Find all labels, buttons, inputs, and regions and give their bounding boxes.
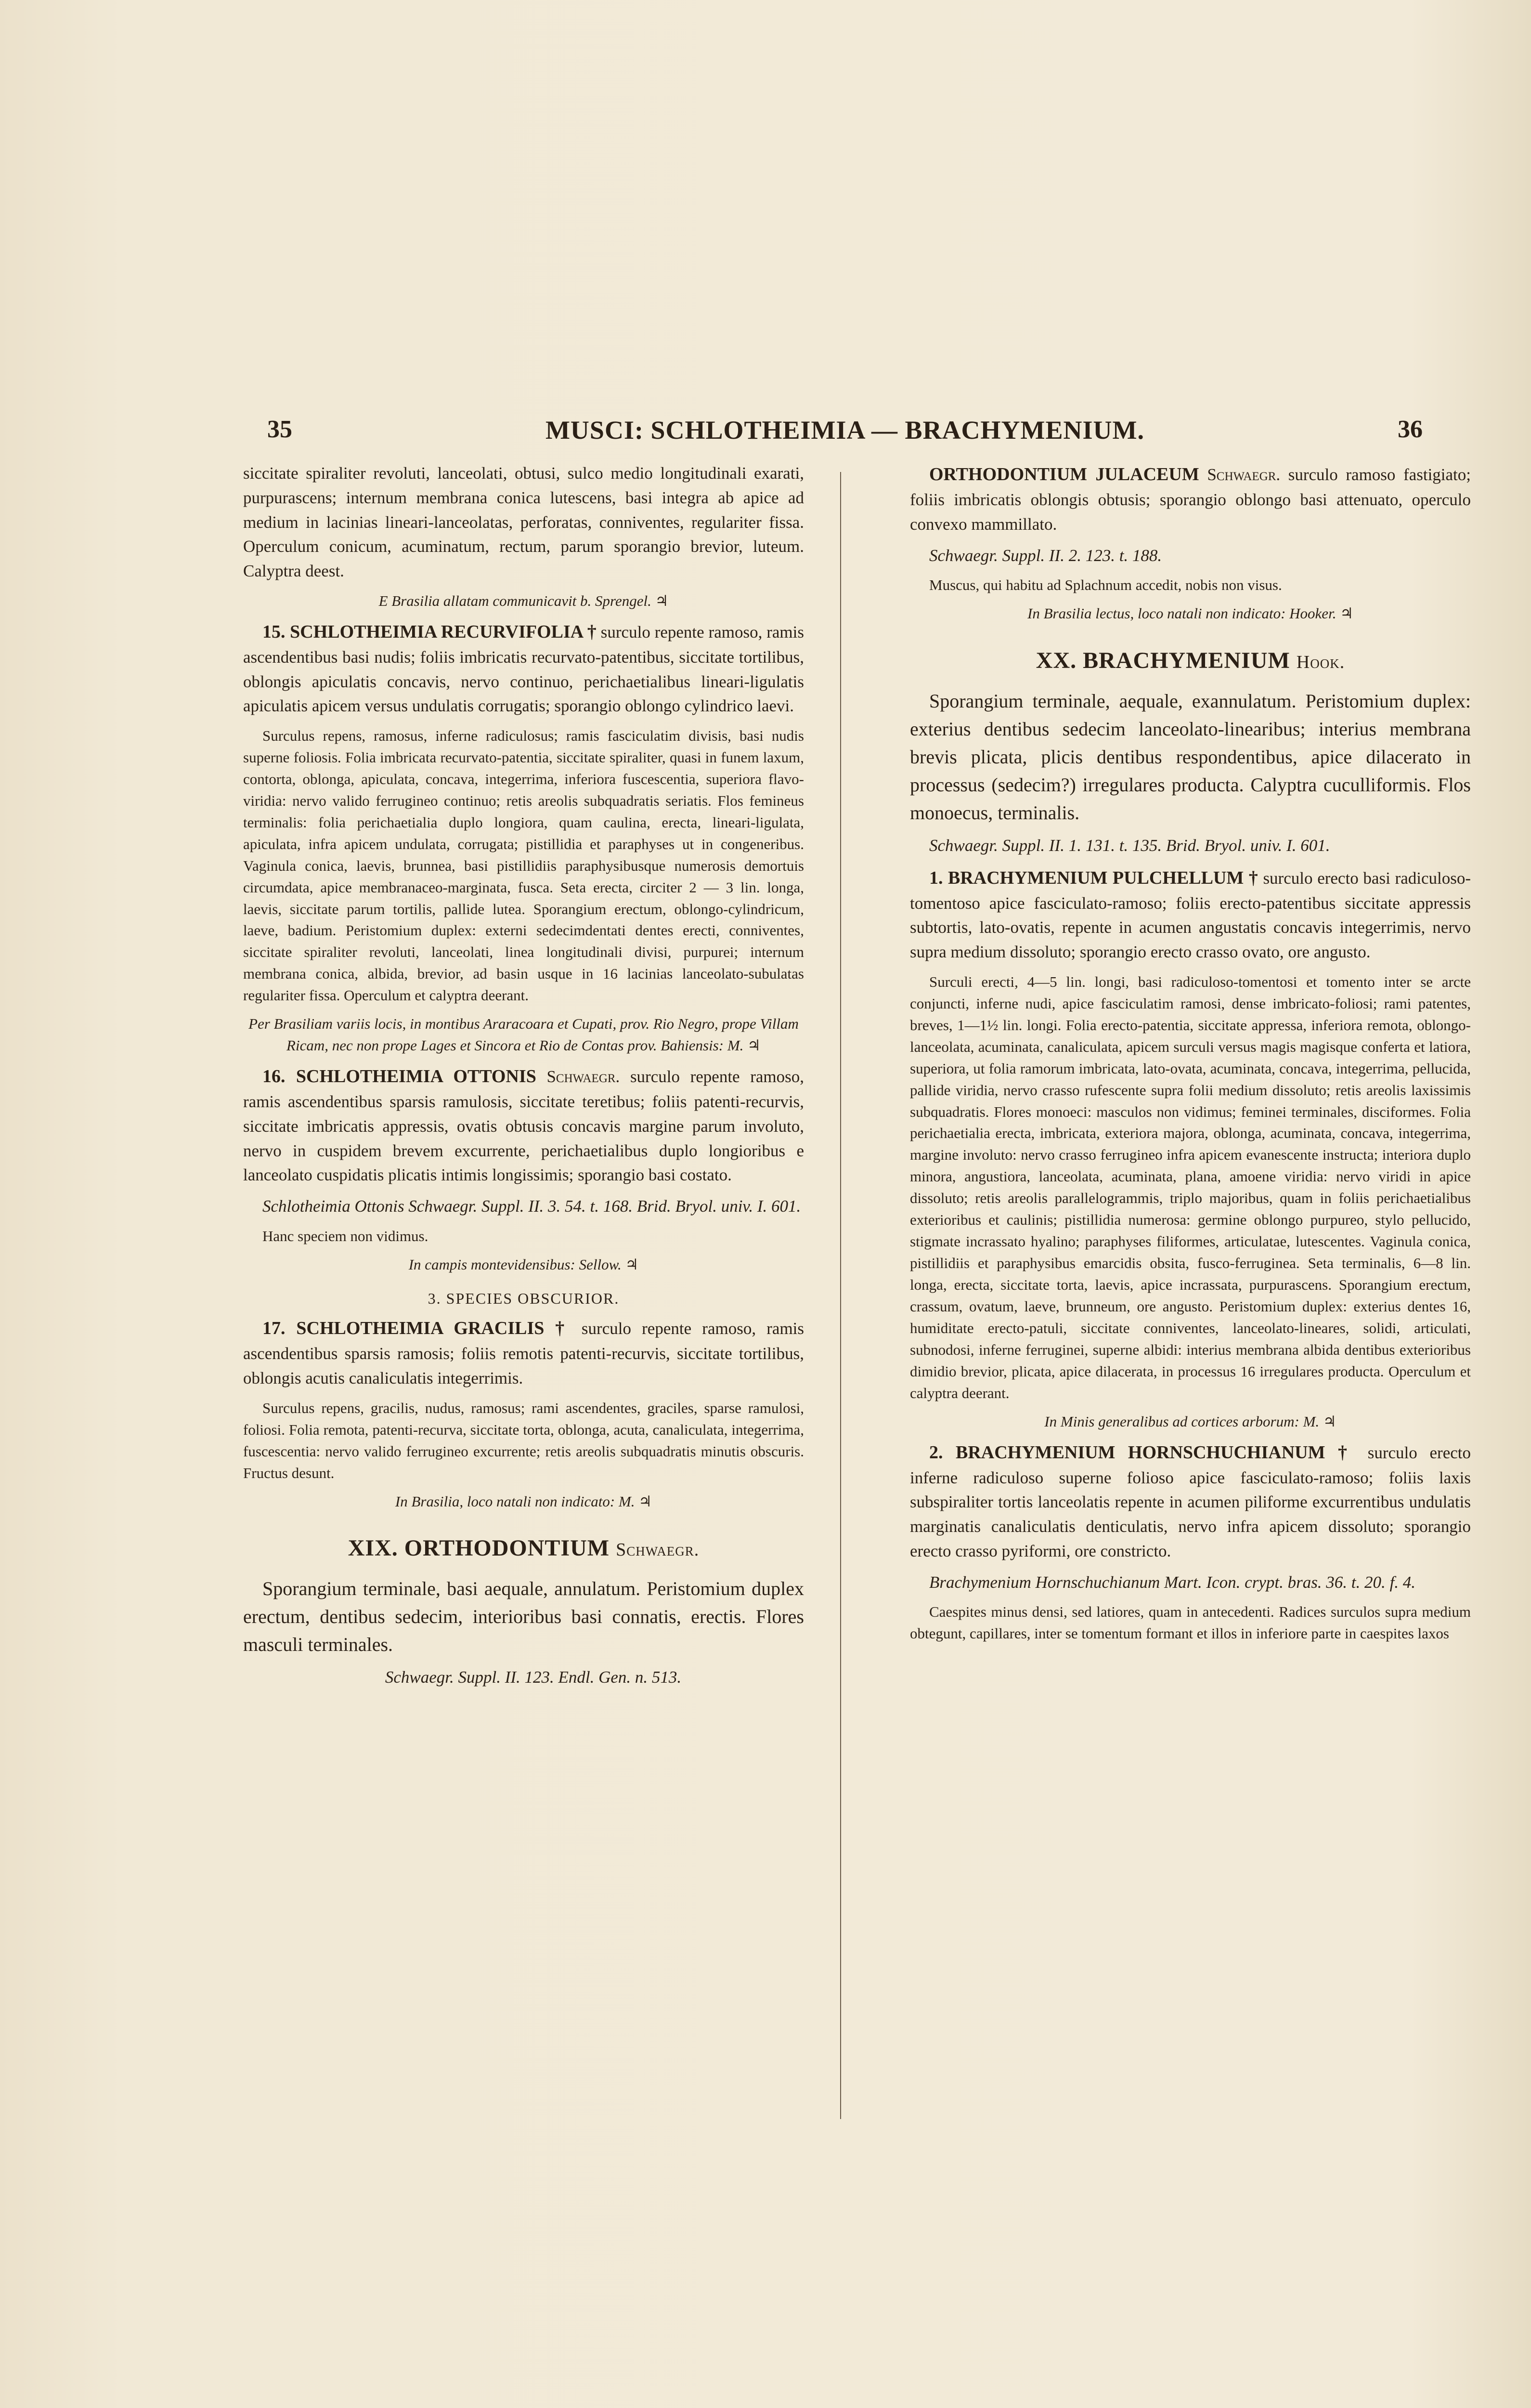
species-description: Caespites minus densi, sed latiores, quam in antecedenti. Radices surculos supra medium obtegunt, capillares, inter se tomentum formant et illos in inferiore parte in caespites laxos <box>910 1603 1471 1642</box>
locality-note: In Brasilia, loco natali non indicato: M. ♃ <box>395 1492 652 1510</box>
locality-note: In Brasilia lectus, loco natali non indicato: Hooker. ♃ <box>1027 605 1353 622</box>
species-heading: ORTHODONTIUM JULACEUM <box>929 464 1199 484</box>
continued-description: siccitate spiraliter revoluti, lanceolati, obtusi, sulco medio longitudinali exarati, purpurascens; internum membrana conica lutescens, basi integra ab apice ad medium in lacinias lineari-lanceolatas, perforatas, conniventes, regulariter fissa. Operculum conicum, acuminatum, rectum, parum sporangio brevior, luteum. Calyptra deest. <box>243 464 804 580</box>
species-description: Surculus repens, gracilis, nudus, ramosus; rami ascendentes, graciles, sparse ramulosi, foliosi. Folia remota, patenti-recurva, siccitate torta, oblonga, acuta, canaliculata, integerrima, fuscescentia: nervo valido ferrugineo excurrente; retis areolis subquadratis minutis obscuris. Fructus desunt. <box>243 1399 804 1481</box>
right-column <box>910 461 1471 2137</box>
genus-author: Schwaegr. <box>616 1540 700 1560</box>
species-reference: Schwaegr. Suppl. II. 2. 123. t. 188. <box>929 546 1162 565</box>
species-reference: Brachymenium Hornschuchianum Mart. Icon. crypt. bras. 36. t. 20. f. 4. <box>929 1572 1416 1592</box>
species-entry <box>243 1315 804 1391</box>
species-diagnosis: surculo erecto inferne radiculoso superne folioso apice fasciculato-ramoso; foliis laxis subspiraliter tortis lanceolatis repente in acumen piliforme excurrentibus undulatis marginatis canaliculatis denticulatis, nervo infra apicem dissoluto; sporangio erecto crasso pyriformi, ore constricto. <box>910 1443 1471 1560</box>
genus-description: Sporangium terminale, basi aequale, annulatum. Peristomium duplex erectum, dentibus sedecim, interioribus basi connatis, erectis. Flores masculi terminales. <box>243 1578 804 1656</box>
species-entry <box>910 865 1471 965</box>
genus-title: XIX. ORTHODONTIUM <box>348 1535 610 1561</box>
species-heading: 16. SCHLOTHEIMIA OTTONIS <box>262 1066 536 1087</box>
species-description: Surculi erecti, 4—5 lin. longi, basi radiculoso-tomentosi et tomento inter se arcte conjuncti, inferne nudi, apice fasciculatim ramosi, dense imbricato-foliosi; rami patentes, breves, 1—1½ lin. longi. Folia erecto-patentia, siccitate appressa, inferiora remota, oblongo-lanceolata, acuminata, canaliculata, apicem surculi versus magis magisque conferta et latiora, superiora, ut folia ramorum imbricata, lato-ovata, acuminata, concava, integerrima, pellucida, pallide viridia, nervo crasso rufescente supra folii medium dissoluto; retis areolis laxissimis subquadratis. Flores monoeci: masculos non vidimus; feminei terminales, disciformes. Folia perichaetialia erecta, imbricata, exteriora majora, oblonga, acuminata, concava, integerrima, margine involuto: nervo crasso ferrugineo infra apicem evanescente instructa; interiora duplo minora, angustiora, lanceolata, acuminata, plana, amoene viridia: nervo viridi in apice dissoluto; retis areolis parallelogrammis, triplo majoribus, quam in foliis perichaetialibus exterioribus et caulinis; pistillidia numerosa: germine oblongo purpureo, stylo pellucido, stigmate incrassato hyalino; paraphyses filiformes, articulatae, lutescentes. Vaginula conica, pistillidiis et paraphysibus emarcidis obsita, fusco-ferruginea. Seta terminalis, 6—8 lin. longa, erecta, siccitate torta, laevis, apice incrassata, purpurascens. Sporangium erectum, crassum, ovatum, laeve, brunneum, ore angusto. Peristomium duplex: exterius dentes 16, humiditate erecto-patuli, siccitate conniventes, lanceolato-lineares, solidi, articulati, subnodosi, inferne ferruginei, superne albidi: interius membrana albida dentibus exterioribus dimidio brevior, plicata, apice dilacerata, in processus 16 irregulares producta. Operculum et calyptra deerant. <box>910 973 1471 1401</box>
species-heading: 15. SCHLOTHEIMIA RECURVIFOLIA † <box>262 621 597 642</box>
species-diagnosis: surculo repente ramoso, ramis ascendentibus sparsis ramosis; foliis remotis patenti-recurvis, siccitate tortilibus, oblongis acutis canaliculatis integerrimis. <box>243 1319 804 1388</box>
species-entry <box>910 461 1471 537</box>
section-heading: 3. SPECIES OBSCURIOR. <box>428 1289 620 1307</box>
genus-heading <box>910 644 1471 678</box>
page-number-left: 35 <box>267 416 292 443</box>
species-diagnosis: surculo repente ramoso, ramis ascendentibus sparsis ramulosis, siccitate teretibus; foliis patenti-recurvis, siccitate imbricatis appressis, ovatis obtusis concavis margine parum involuto, nervo in cuspidem brevem excurrente, perichaetialibus duplo longioribus e lanceolato cuspidatis plicatis intimis longissimis; sporangio basi costato. <box>243 1067 804 1185</box>
locality-note: E Brasilia allatam communicavit b. Sprengel. ♃ <box>378 592 669 609</box>
species-reference: Schlotheimia Ottonis Schwaegr. Suppl. II. 3. 54. t. 168. Brid. Bryol. univ. I. 601. <box>262 1197 801 1216</box>
left-column <box>243 461 804 2137</box>
locality-note: In Minis generalibus ad cortices arborum: M. ♃ <box>1044 1413 1336 1430</box>
species-heading: 2. BRACHYMENIUM HORNSCHUCHIANUM † <box>929 1442 1355 1463</box>
genus-reference: Schwaegr. Suppl. II. 123. Endl. Gen. n. 513. <box>385 1668 682 1687</box>
species-diagnosis: surculo erecto basi radiculoso-tomentoso apice fasciculato-ramoso; foliis erecto-patentibus siccitate appressis subtortis, lato-ovatis, repente in acumen angustatis concavis integerrimis, nervo supra medium dissoluto; sporangio erecto crasso ovato, ore angusto. <box>910 868 1471 962</box>
species-note: Muscus, qui habitu ad Splachnum accedit, nobis non visus. <box>929 576 1282 594</box>
genus-reference: Schwaegr. Suppl. II. 1. 131. t. 135. Brid. Bryol. univ. I. 601. <box>929 836 1330 855</box>
species-note: Hanc speciem non vidimus. <box>262 1227 428 1244</box>
species-heading: 1. BRACHYMENIUM PULCHELLUM † <box>929 867 1259 888</box>
running-header <box>267 415 1423 454</box>
genus-author: Hook. <box>1296 652 1345 673</box>
running-title: MUSCI: SCHLOTHEIMIA — BRACHYMENIUM. <box>545 416 1145 445</box>
genus-description: Sporangium terminale, aequale, exannulatum. Peristomium duplex: exterius dentibus sedecim lanceolato-linearibus; interius membrana brevis plicata, plicis dentibus respondentibus, apice dilacerato in processus (sedecim?) irregulares producta. Calyptra cuculliformis. Flos monoecus, terminalis. <box>910 690 1471 824</box>
species-entry <box>910 1440 1471 1564</box>
locality-note: In campis montevidensibus: Sellow. ♃ <box>408 1256 639 1273</box>
species-author: Schwaegr. <box>1207 465 1281 484</box>
species-diagnosis: surculo repente ramoso, ramis ascendentibus basi nudis; foliis imbricatis recurvato-patentibus, siccitate tortilibus, oblongis apiculatis concavis, nervo continuo, perichaetialibus lineari-ligulatis apiculatis apicem versus undulatis corrugatis; sporangio oblongo cylindrico laevi. <box>243 622 804 716</box>
species-entry <box>243 1063 804 1188</box>
species-heading: 17. SCHLOTHEIMIA GRACILIS † <box>262 1318 571 1339</box>
species-author: Schwaegr. <box>546 1067 620 1086</box>
species-entry <box>243 619 804 719</box>
genus-title: XX. BRACHYMENIUM <box>1036 648 1290 674</box>
column-divider <box>840 472 841 2119</box>
page-number-right: 36 <box>1398 416 1423 443</box>
species-diagnosis: surculo ramoso fastigiato; foliis imbricatis oblongis obtusis; sporangio oblongo basi attenuato, operculo convexo mammillato. <box>910 465 1471 534</box>
species-description: Surculus repens, ramosus, inferne radiculosus; ramis fasciculatim divisis, basi nudis superne foliosis. Folia imbricata recurvato-patentia, siccitate spiraliter, quasi in funem laxum, contorta, oblonga, apiculata, concava, integerrima, inferiora fuscescentia, superiora flavo-viridia: nervo valido ferrugineo continuo; retis areolis subquadratis seriatis. Flos femineus terminalis: folia perichaetialia duplo longiora, quam caulina, erecta, lineari-ligulata, apiculata, infra apicem undulata, corrugata; pistillidia et paraphyses ut in congeneribus. Vaginula conica, laevis, brunnea, basi pistillidiis paraphysibusque numerosis demortuis circumdata, apice membranaceo-marginata, fusca. Seta erecta, circiter 2 — 3 lin. longa, laevis, siccitate parum tortilis, pallide lutea. Sporangium erectum, oblongo-cylindricum, laeve, badium. Peristomium duplex: externi sedecimdentati dentes erecti, conniventes, siccitate spiraliter revoluti, lanceolati, linea longitudinali divisi, purpurei; internum membrana conica, albida, brevior, ad basin usque in 16 lacinias lanceolato-subulatas regulariter fissa. Operculum et calyptra deerant. <box>243 727 804 1004</box>
locality-note: Per Brasiliam variis locis, in montibus Araracoara et Cupati, prov. Rio Negro, prope Villam Ricam, nec non prope Lages et Sincora et Rio de Contas prov. Bahiensis: M. ♃ <box>248 1015 799 1054</box>
genus-heading <box>243 1531 804 1565</box>
